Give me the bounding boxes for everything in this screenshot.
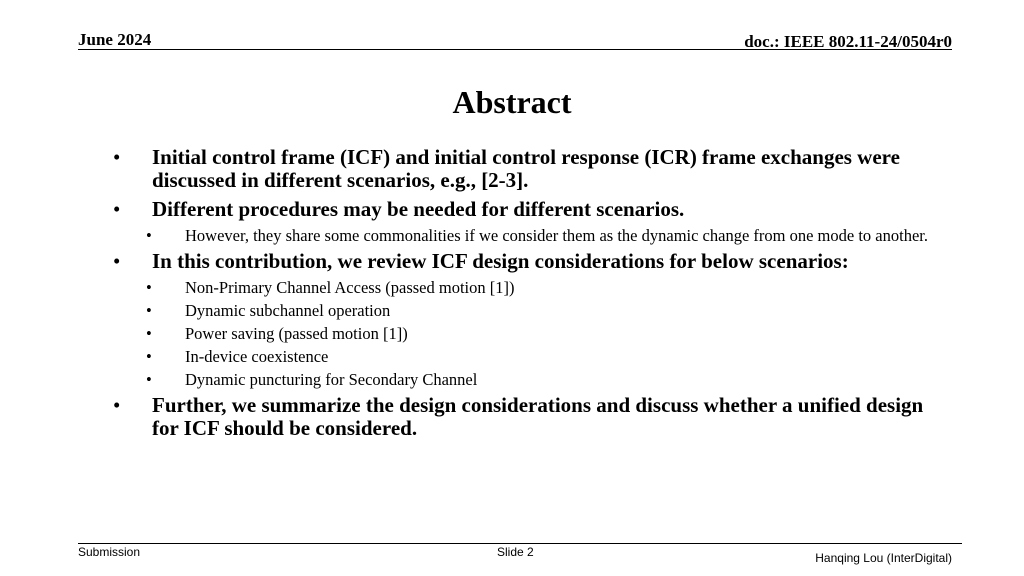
- sub-bullet-text: Non-Primary Channel Access (passed motion [1]): [185, 278, 515, 297]
- bullet-marker: •: [146, 301, 152, 320]
- header-divider: [78, 49, 952, 50]
- bullet-item: [113, 394, 953, 440]
- header-doc-id: doc.: IEEE 802.11-24/0504r0: [744, 32, 952, 51]
- sub-bullet-item: [113, 371, 953, 389]
- bullet-item: [113, 198, 953, 221]
- bullet-marker: •: [146, 278, 152, 297]
- footer-author: Hanqing Lou (InterDigital): [815, 551, 952, 565]
- sub-bullet-item: [113, 348, 953, 366]
- slide-title: Abstract: [452, 84, 572, 120]
- bullet-item: [113, 146, 953, 192]
- bullet-marker: •: [146, 347, 152, 366]
- bullet-marker: •: [113, 393, 121, 417]
- sub-bullet-item: [113, 302, 953, 320]
- sub-bullet-text: However, they share some commonalities if we consider them as the dynamic change from one mode to another.: [185, 226, 928, 245]
- bullet-marker: •: [113, 197, 121, 221]
- sub-bullet-text: Dynamic subchannel operation: [185, 301, 391, 320]
- sub-bullet-text: Dynamic puncturing for Secondary Channel: [185, 370, 478, 389]
- bullet-marker: •: [146, 324, 152, 343]
- footer-divider: [78, 543, 962, 544]
- bullet-item: [113, 250, 953, 273]
- sub-bullet-item: [113, 279, 953, 297]
- bullet-marker: •: [113, 145, 121, 169]
- header-date: June 2024: [78, 30, 152, 49]
- slide-number: Slide 2: [497, 545, 534, 559]
- bullet-text: Different procedures may be needed for different scenarios.: [152, 197, 685, 221]
- sub-bullet-item: [113, 325, 953, 343]
- slide-body: [113, 146, 953, 446]
- sub-bullet-text: In-device coexistence: [185, 347, 329, 366]
- sub-bullet-text: Power saving (passed motion [1]): [185, 324, 408, 343]
- bullet-text: Further, we summarize the design considerations and discuss whether a unified design for ICF should be considered.: [152, 393, 924, 440]
- footer-submission: Submission: [78, 545, 141, 559]
- bullet-marker: •: [146, 226, 152, 245]
- bullet-text: Initial control frame (ICF) and initial control response (ICR) frame exchanges were discussed in different scenarios, e.g., [2-3].: [152, 145, 900, 192]
- sub-bullet-item: [113, 227, 953, 245]
- bullet-text: In this contribution, we review ICF design considerations for below scenarios:: [152, 249, 849, 273]
- bullet-marker: •: [146, 370, 152, 389]
- bullet-marker: •: [113, 249, 121, 273]
